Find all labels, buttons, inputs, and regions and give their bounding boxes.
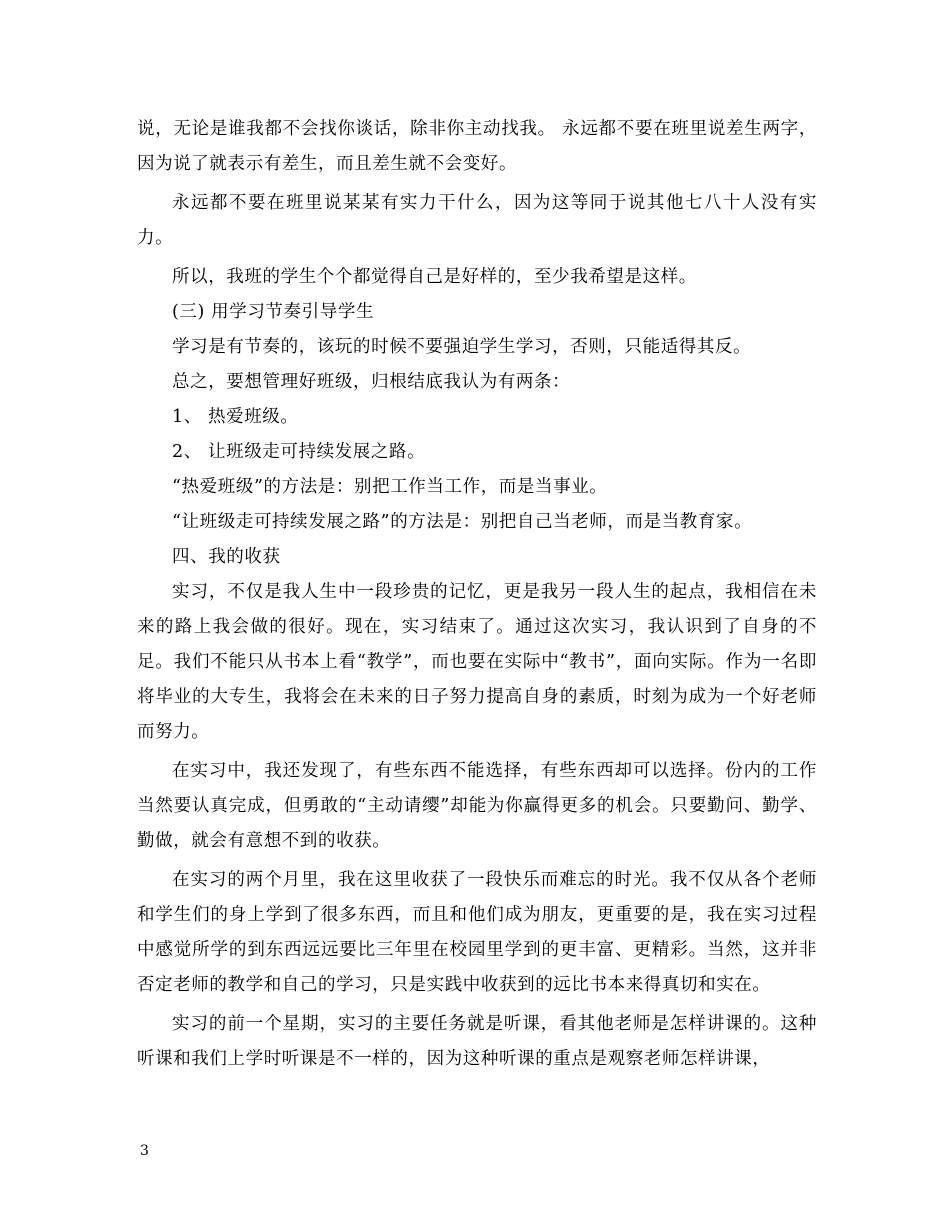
paragraph: 实习的前一个星期，实习的主要任务就是听课，看其他老师是怎样讲课的。这种听课和我们上学时听课是不一样的，因为这种听课的重点是观察老师怎样讲课，: [137, 1014, 817, 1069]
document-body: [137, 112, 817, 1077]
paragraph: 在实习中，我还发现了，有些东西不能选择，有些东西却可以选择。份内的工作当然要认真完成，但勇敢的“主动请缨”却能为你赢得更多的机会。只要勤问、勤学、勤做，就会有意想不到的收获。: [137, 761, 817, 851]
section-heading: (三) 用学习节奏引导学生: [172, 302, 375, 322]
paragraph: 永远都不要在班里说某某有实力干什么，因为这等同于说其他七八十人没有实力。: [137, 193, 817, 248]
page-number: 3: [140, 1143, 149, 1159]
paragraph: 实习，不仅是我人生中一段珍贵的记忆，更是我另一段人生的起点，我相信在未来的路上我会做的很好。现在，实习结束了。通过这次实习，我认识到了自身的不足。我们不能只从书本上看“教学”，而也要在实际中“教书”，面向实际。作为一名即将毕业的大专生，我将会在未来的日子努力提高自身的素质，时刻为成为一个好老师而努力。: [137, 582, 817, 742]
paragraph: “热爱班级”的方法是：别把工作当工作，而是当事业。: [172, 477, 608, 497]
section-heading: 四、我的收获: [172, 547, 281, 567]
paragraph-continuation: 说，无论是谁我都不会找你谈话，除非你主动找我。 永远都不要在班里说差生两字，因为说了就表示有差生，而且差生就不会变好。: [137, 119, 817, 174]
paragraph: 总之，要想管理好班级，归根结底我认为有两条：: [172, 372, 571, 392]
paragraph: 学习是有节奏的，该玩的时候不要强迫学生学习，否则，只能适得其反。: [172, 337, 752, 357]
list-item: 1、 热爱班级。: [172, 407, 299, 427]
paragraph: 在实习的两个月里，我在这里收获了一段快乐而难忘的时光。我不仅从各个老师和学生们的身上学到了很多东西，而且和他们成为朋友，更重要的是，我在实习过程中感觉所学的到东西远远要比三年里在校园里学到的更丰富、更精彩。当然，这并非否定老师的教学和自己的学习，只是实践中收获到的远比书本来得真切和实在。: [137, 870, 817, 995]
paragraph: “让班级走可持续发展之路”的方法是：别把自己当老师，而是当教育家。: [172, 512, 753, 532]
paragraph: 所以，我班的学生个个都觉得自己是好样的，至少我希望是这样。: [172, 267, 697, 287]
list-item: 2、 让班级走可持续发展之路。: [172, 442, 426, 462]
